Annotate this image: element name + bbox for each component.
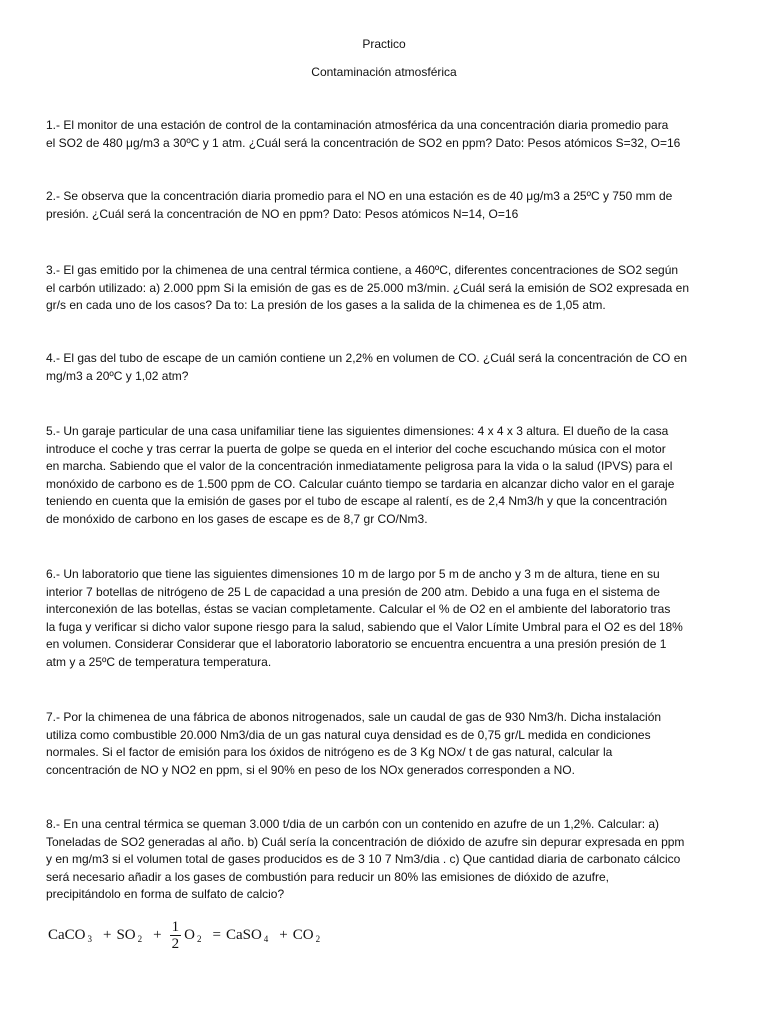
problem-line: será necesario añadir a los gases de combustión para reducir un 80% las emisiones de dióxido de azufre,	[46, 869, 609, 884]
equation-subscript: 4	[263, 934, 269, 944]
problem-3	[46, 262, 736, 315]
problem-line: de monóxido de carbono en los gases de escape es de 8,7 gr CO/Nm3.	[46, 511, 428, 526]
problem-line: Toneladas de SO2 generadas al año. b) Cuál sería la concentración de dióxido de azufre sin depurar expresada en ppm	[46, 834, 685, 849]
problem-line: introduce el coche y tras cerrar la puerta de golpe se queda en el interior del coche escuchando música con el motor	[46, 441, 666, 456]
problem-line: 6.- Un laboratorio que tiene las siguientes dimensiones 10 m de largo por 5 m de ancho y 3 m de altura, tiene en su	[46, 567, 660, 581]
problem-line: monóxido de carbono es de 1.500 ppm de CO. Calcular cuánto tiempo se tardaria en alcanzar dicho valor en el garaje	[46, 476, 675, 491]
fraction-numerator: 1	[171, 918, 180, 935]
equation-subscript: 2	[315, 934, 321, 944]
problem-line: 5.- Un garaje particular de una casa unifamiliar tiene las siguientes dimensiones: 4 x 4 x 3 altura. El dueño de la casa	[46, 424, 669, 438]
problem-line: teniendo en cuenta que la emisión de gases por el tubo de escape al ralentí, es de 2,4 Nm3/h y que la concentración	[46, 494, 668, 509]
problem-line: interior 7 botellas de nitrógeno de 25 L de capacidad a una presión de 200 atm. Debido a una fuga en el sistema de	[46, 584, 660, 599]
problem-line: utiliza como combustible 20.000 Nm3/dia de un gas natural cuya densidad es de 0,75 gr/L medida en condiciones	[46, 727, 651, 742]
problem-line: 3.- El gas emitido por la chimenea de una central térmica contiene, a 460ºC, diferentes concentraciones de SO2 según	[46, 263, 679, 277]
problem-line: el carbón utilizado: a) 2.000 ppm Si la emisión de gas es de 25.000 m3/min. ¿Cuál será la emisión de SO2 expresada en	[46, 280, 690, 295]
equation-equals: =	[212, 926, 221, 943]
problem-line: 1.- El monitor de una estación de control de la contaminación atmosférica da una concentración diaria promedio para	[46, 118, 669, 132]
equation-term-caso4: CaSO	[225, 926, 262, 943]
problem-7	[46, 709, 736, 779]
problem-line: el SO2 de 480 μg/m3 a 30ºC y 1 atm. ¿Cuál será la concentración de SO2 en ppm? Dato: Pesos atómicos S=32, O=16	[46, 135, 681, 150]
problem-line: 8.- En una central térmica se queman 3.000 t/dia de un carbón con un contenido en azufre de un 1,2%. Calcular: a)	[46, 817, 660, 831]
problem-line: atm y a 25ºC de temperatura temperatura.	[46, 654, 272, 669]
problem-line: 7.- Por la chimenea de una fábrica de abonos nitrogenados, sale un caudal de gas de 930 Nm3/h. Dicha instalación	[46, 710, 662, 724]
equation-subscript: 3	[87, 934, 92, 944]
problem-line: y en mg/m3 si el volumen total de gases producidos es de 3 10 7 Nm3/dia . c) Que cantidad diaria de carbonato cálcico	[46, 852, 681, 867]
problem-6	[46, 566, 736, 672]
problem-line: gr/s en cada uno de los casos? Da to: La presión de los gases a la salida de la chimenea es de 1,05 atm.	[46, 298, 606, 313]
equation-plus: +	[153, 926, 162, 943]
problem-line: en marcha. Sabiendo que el valor de la concentración inmediatamente peligrosa para la vida o la salud (IPVS) para el	[46, 459, 673, 474]
problem-1	[46, 117, 736, 152]
problem-8	[46, 816, 736, 904]
problem-line: normales. Si el factor de emisión para los óxidos de nitrógeno es de 3 Kg NOx/ t de gas natural, calcular la	[46, 745, 613, 760]
equation-term-co2: CO	[292, 926, 314, 943]
problem-line: interconexión de las botellas, éstas se vacian completamente. Calcular el % de O2 en el ambiente del laboratorio tras	[46, 602, 671, 617]
problem-line: en volumen. Considerar Considerar que el laboratorio laboratorio se encuentra encuentra a una presión presión de 1	[46, 637, 667, 652]
equation-plus: +	[103, 926, 112, 943]
problem-line: la fuga y verificar si dicho valor supone riesgo para la salud, sabiendo que el Valor Límite Umbral para el O2 es del 18%	[46, 619, 683, 634]
document-title: Practico	[362, 37, 406, 51]
equation-plus: +	[279, 926, 288, 943]
equation-fraction	[170, 919, 182, 952]
equation-term-o2: O	[184, 926, 195, 943]
equation-subscript: 2	[137, 934, 143, 944]
problem-line: 4.- El gas del tubo de escape de un camión contiene un 2,2% en volumen de CO. ¿Cuál será la concentración de CO en	[46, 351, 688, 365]
fraction-denominator: 2	[171, 935, 180, 952]
problem-line: mg/m3 a 20ºC y 1,02 atm?	[46, 368, 189, 383]
problem-4	[46, 350, 736, 385]
problem-line: presión. ¿Cuál será la concentración de NO en ppm? Dato: Pesos atómicos N=14, O=16	[46, 206, 519, 221]
equation-subscript: 2	[196, 934, 202, 944]
equation-term-so2: SO	[116, 926, 136, 943]
problem-2	[46, 188, 736, 223]
document-subtitle: Contaminación atmosférica	[311, 65, 457, 79]
chemical-equation	[48, 915, 326, 955]
problem-line: concentración de NO y NO2 en ppm, si el 90% en peso de los NOx generados corresponden a NO.	[46, 762, 575, 777]
problem-5	[46, 423, 736, 529]
equation-term-caco3: CaCO	[48, 926, 86, 943]
problem-line: 2.- Se observa que la concentración diaria promedio para el NO en una estación es de 40 μg/m3 a 25ºC y 750 mm de	[46, 189, 673, 203]
problem-line: precipitándolo en forma de sulfato de calcio?	[46, 887, 285, 902]
